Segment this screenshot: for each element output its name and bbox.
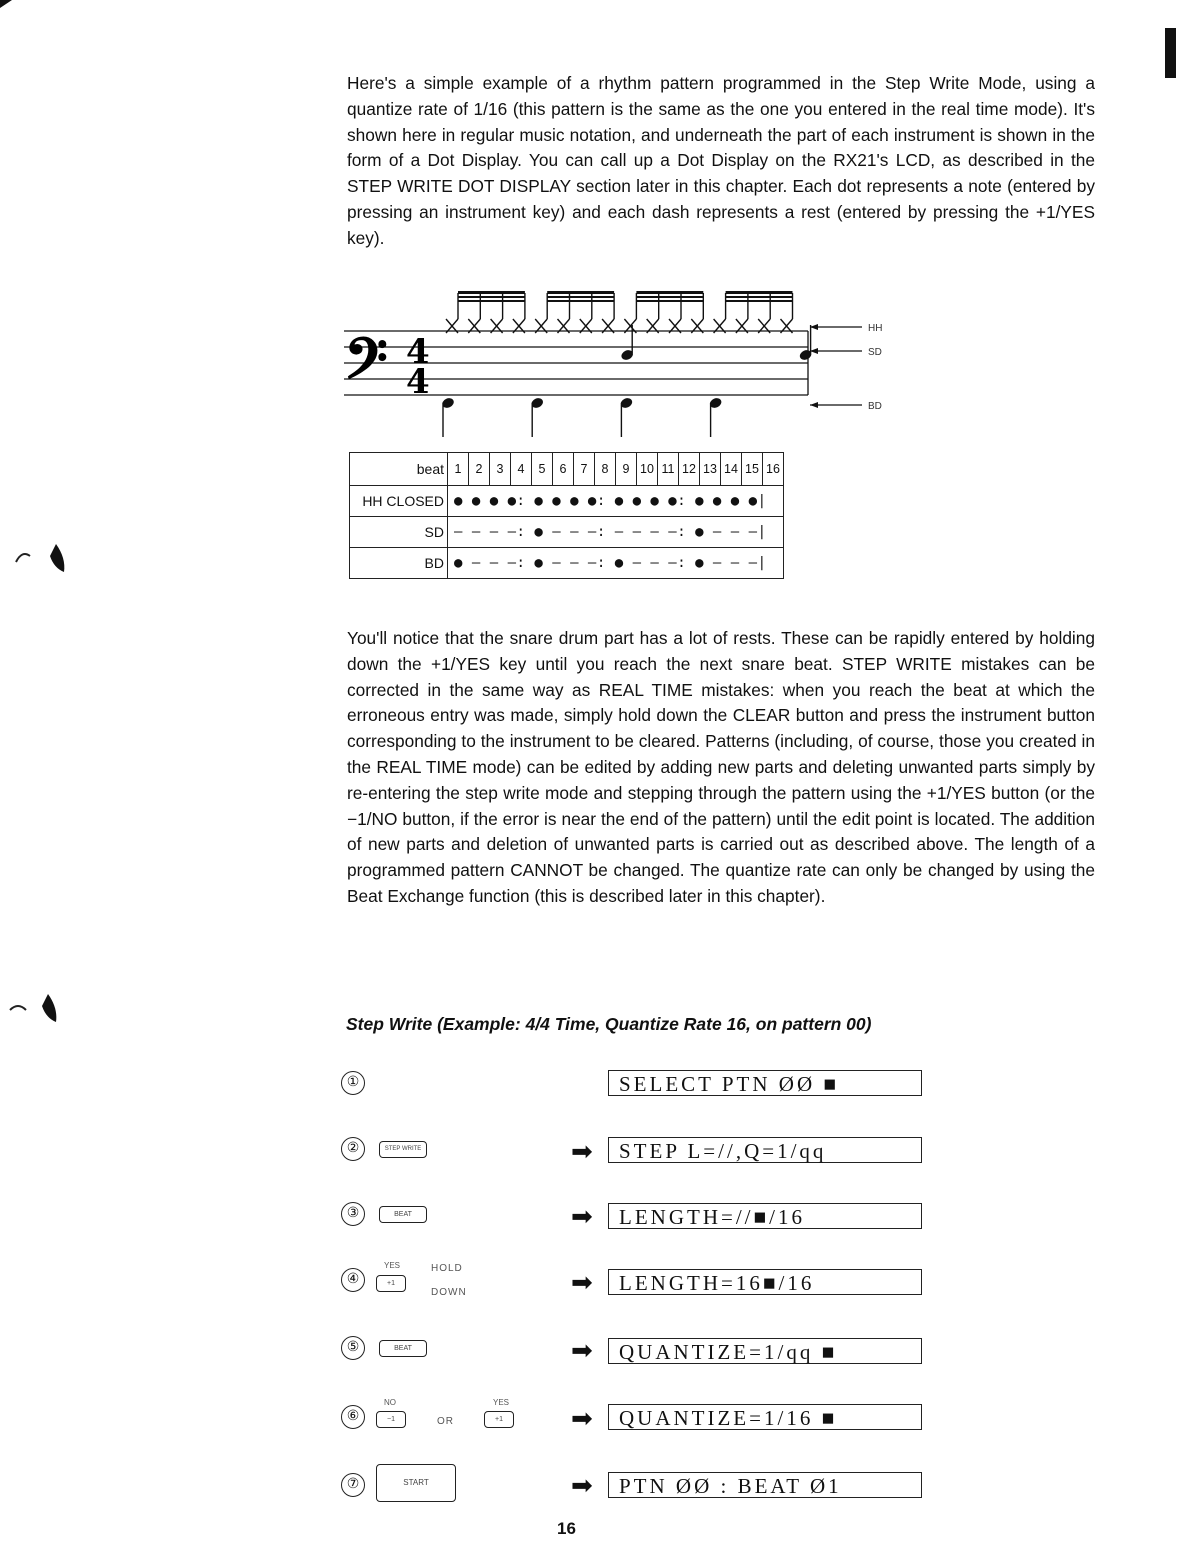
hh-beam <box>726 300 793 302</box>
beat-number-cell: 3 <box>490 453 511 486</box>
step-6-arrow: ➡ <box>571 1403 593 1433</box>
step-4-number: ④ <box>341 1268 365 1292</box>
hh-notes <box>446 291 793 333</box>
down-label: DOWN <box>431 1287 467 1298</box>
beat-number-cell: 6 <box>553 453 574 486</box>
dot-row <box>350 517 784 548</box>
yes-key-caption: YES <box>384 1261 401 1270</box>
hh-beam <box>726 296 793 298</box>
plus1-yes-key[interactable]: +1 <box>376 1275 406 1292</box>
step-7-number: ⑦ <box>341 1473 365 1497</box>
instrument-label: SD <box>350 517 448 548</box>
dot-row <box>350 486 784 517</box>
dot-display-table <box>349 452 784 579</box>
chapter-tab-mark <box>1165 28 1176 78</box>
dot-pattern: ● – – –: ● – – –: ● – – –: ● – – –| <box>448 548 784 579</box>
bd-label: BD <box>868 401 882 412</box>
hh-x-note <box>624 293 636 333</box>
hh-beam <box>547 291 614 294</box>
hh-beam <box>636 296 703 298</box>
hh-x-note <box>558 293 570 333</box>
dot-pattern: ● ● ● ●: ● ● ● ●: ● ● ● ●: ● ● ● ●| <box>448 486 784 517</box>
bd-note <box>619 396 634 437</box>
body-paragraph: You'll notice that the snare drum part has a lot of rests. These can be rapidly entered by holding down the +1/YES key until you reach the next snare beat. STEP WRITE mistakes can be corrected in the same way as REAL TIME mistakes: when you reach the beat at which the erroneous entry was made, simply hold down the CLEAR button and press the instrument button corresponding to the instrument to be cleared. Patterns (including, of course, those you created in the REAL TIME mode) can be edited by adding new parts and deleting unwanted parts simply by re-entering the step write mode and stepping through the pattern using the +1/YES button (or the −1/NO button, if the error is near the end of the pattern) until the edit point is located. The addition of new parts and deletion of unwanted parts is carried out as described above. The length of a programmed pattern CANNOT be changed. The quantize rate can only be changed by using the Beat Exchange function (this is described later in this chapter). <box>347 628 1095 906</box>
step-7-lcd: PTN ØØ : BEAT Ø1 <box>608 1472 922 1498</box>
step-3-number: ③ <box>341 1202 365 1226</box>
hh-x-note <box>781 293 793 333</box>
beat-number-cell: 4 <box>511 453 532 486</box>
beat-number-cell: 2 <box>469 453 490 486</box>
step-7-arrow: ➡ <box>571 1470 593 1500</box>
hh-beam <box>458 291 525 294</box>
hh-beam <box>458 296 525 298</box>
sd-label: SD <box>868 347 882 358</box>
beat-key[interactable]: BEAT <box>379 1206 427 1223</box>
hh-beam <box>547 300 614 302</box>
start-key[interactable]: START <box>376 1464 456 1502</box>
step-2-arrow: ➡ <box>571 1136 593 1166</box>
step-4-arrow: ➡ <box>571 1267 593 1297</box>
time-sig-bottom: 4 <box>406 362 430 402</box>
step-5-arrow: ➡ <box>571 1335 593 1365</box>
step-2-lcd: STEP L=//,Q=1/qq <box>608 1137 922 1163</box>
procedure-title: Step Write (Example: 4/4 Time, Quantize Rate 16, on pattern 00) <box>346 1014 872 1034</box>
hh-x-note <box>535 293 547 333</box>
bass-clef: 𝄢 <box>344 326 388 406</box>
bd-note <box>708 396 723 437</box>
hh-label: HH <box>868 323 883 334</box>
step-3-lcd: LENGTH=//■/16 <box>608 1203 922 1229</box>
yes-key-caption-2: YES <box>493 1398 510 1407</box>
minus1-no-key[interactable]: −1 <box>376 1411 406 1428</box>
step-1-number: ① <box>341 1071 365 1095</box>
instrument-label: BD <box>350 548 448 579</box>
or-label: OR <box>437 1416 454 1427</box>
beat-number-cell: 5 <box>532 453 553 486</box>
beat-number-cell: 10 <box>637 453 658 486</box>
beat-number-cell: 15 <box>742 453 763 486</box>
beat-number-cell: 14 <box>721 453 742 486</box>
beat-number-cell: 7 <box>574 453 595 486</box>
hh-beam <box>726 291 793 294</box>
step-5-number: ⑤ <box>341 1336 365 1360</box>
bd-note <box>441 396 456 437</box>
hh-x-note <box>580 293 592 333</box>
beat-number-cell: 9 <box>616 453 637 486</box>
dot-pattern: – – – –: ● – – –: – – – –: ● – – –| <box>448 517 784 548</box>
hh-x-note <box>491 293 503 333</box>
hh-x-note <box>669 293 681 333</box>
beat-key-2[interactable]: BEAT <box>379 1340 427 1357</box>
step-2-number: ② <box>341 1137 365 1161</box>
step-3-arrow: ➡ <box>571 1201 593 1231</box>
bd-notes <box>441 396 723 437</box>
beat-header-row <box>350 453 784 486</box>
instrument-label: HH CLOSED <box>350 486 448 517</box>
beat-number-cell: 12 <box>679 453 700 486</box>
beat-number-cell: 8 <box>595 453 616 486</box>
beat-number-cell: 1 <box>448 453 469 486</box>
hh-beam <box>636 291 703 294</box>
hh-x-note <box>758 293 770 333</box>
scan-spot-2 <box>4 990 64 1030</box>
hh-x-note <box>647 293 659 333</box>
hh-beam <box>458 300 525 302</box>
intro-paragraph: Here's a simple example of a rhythm pattern programmed in the Step Write Mode, using a quantize rate of 1/16 (this pattern is the same as the one you entered in the real time mode). It's shown here in regular music notation, and underneath the part of each instrument is shown in the form of a Dot Display. You can call up a Dot Display on the RX21's LCD, as described in the STEP WRITE DOT DISPLAY section later in this chapter. Each dot represents a note (entered by pressing an instrument key) and each dash represents a rest (entered by pressing the +1/YES key). <box>347 73 1095 248</box>
step-5-lcd: QUANTIZE=1/qq ■ <box>608 1338 922 1364</box>
hold-label: HOLD <box>431 1263 463 1274</box>
hh-beam <box>547 296 614 298</box>
step-1-lcd: SELECT PTN ØØ ■ <box>608 1070 922 1096</box>
bd-note <box>530 396 545 437</box>
scan-spot-1 <box>10 540 70 580</box>
hh-x-note <box>736 293 748 333</box>
page-corner-mark <box>0 0 12 8</box>
dot-row <box>350 548 784 579</box>
hh-x-note <box>691 293 703 333</box>
hh-beam <box>636 300 703 302</box>
step-6-lcd: QUANTIZE=1/16 ■ <box>608 1404 922 1430</box>
beat-number-cell: 11 <box>658 453 679 486</box>
step-6-number: ⑥ <box>341 1405 365 1429</box>
hh-x-note <box>446 293 458 333</box>
beat-number-cell: 13 <box>700 453 721 486</box>
rhythm-notation <box>340 285 900 445</box>
hh-x-note <box>714 293 726 333</box>
beat-header-label: beat <box>350 453 448 486</box>
hh-x-note <box>468 293 480 333</box>
time-sig-top: 4 <box>406 332 430 372</box>
step-write-key[interactable]: STEP WRITE <box>379 1141 427 1158</box>
page-number: 16 <box>557 1519 576 1538</box>
plus1-yes-key-2[interactable]: +1 <box>484 1411 514 1428</box>
step-4-lcd: LENGTH=16■/16 <box>608 1269 922 1295</box>
hh-x-note <box>513 293 525 333</box>
beat-number-cell: 16 <box>763 453 784 486</box>
no-key-caption: NO <box>384 1398 396 1407</box>
hh-x-note <box>602 293 614 333</box>
